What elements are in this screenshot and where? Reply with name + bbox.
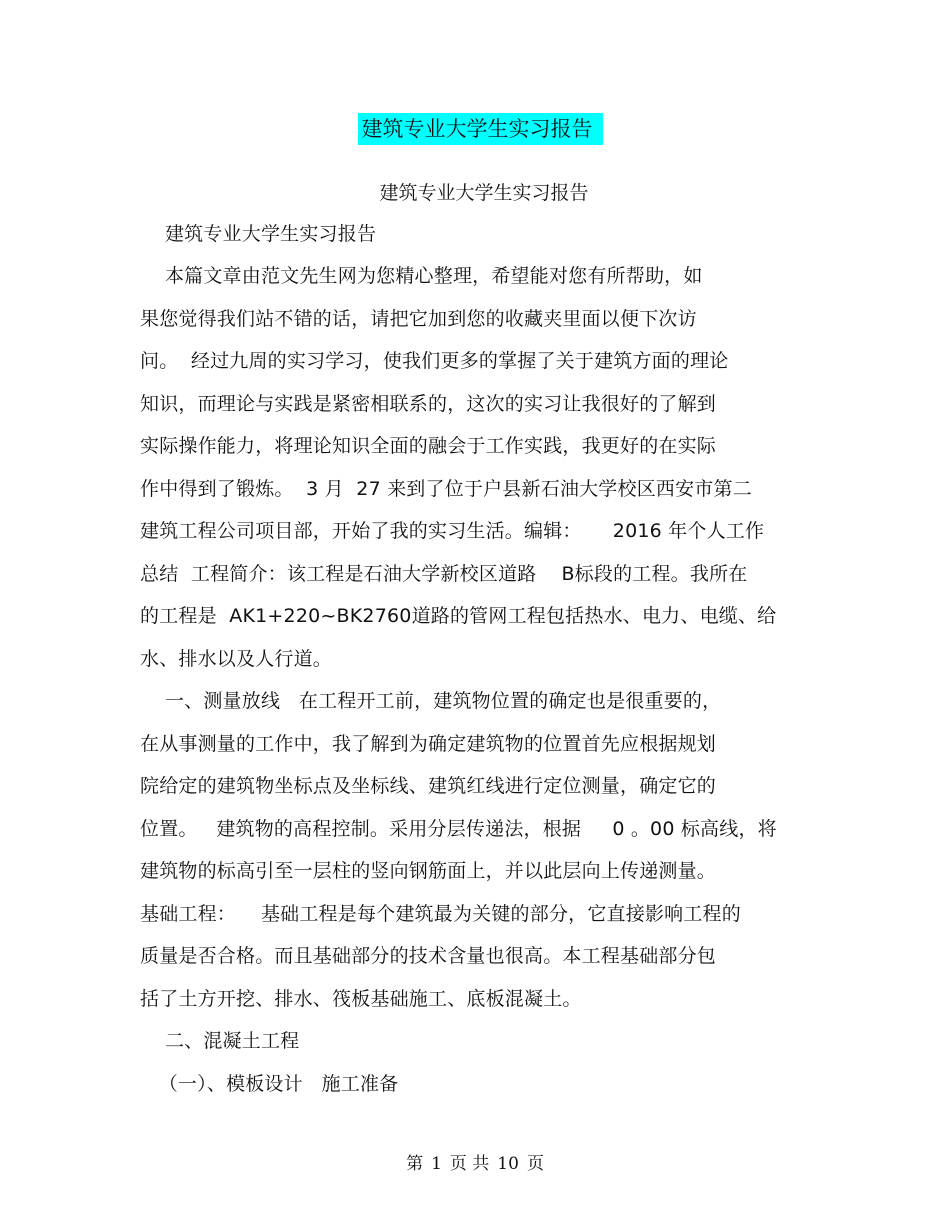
body-line: 的工程是 AK1+220~BK2760道路的管网工程包括热水、电力、电缆、给 [140, 605, 777, 627]
document-title: 建筑专业大学生实习报告 [358, 113, 603, 145]
body-line: 位置。 建筑物的高程控制。采用分层传递法，根据 0 。00 标高线，将 [140, 818, 777, 840]
body-line: 总结 工程简介：该工程是石油大学新校区道路 B标段的工程。我所在 [140, 563, 748, 585]
body-line: 水、排水以及人行道。 [140, 648, 333, 670]
body-line: 二、混凝土工程 [140, 1030, 300, 1052]
body-line: 一、测量放线 在工程开工前，建筑物位置的确定也是很重要的， [140, 690, 722, 712]
body-line: 实际操作能力，将理论知识全面的融会于工作实践，我更好的在实际 [140, 435, 717, 457]
body-line: 建筑工程公司项目部，开始了我的实习生活。编辑： 2016 年个人工作 [140, 520, 765, 542]
body-line: （一）、模板设计 施工准备 [140, 1073, 399, 1095]
title-container [0, 113, 950, 145]
footer-prefix: 第 [406, 1154, 424, 1174]
footer-page-number: 1 [431, 1154, 442, 1174]
body-line: 在从事测量的工作中，我了解到为确定建筑物的位置首先应根据规划 [140, 733, 717, 755]
body-line: 基础工程： 基础工程是每个建筑最为关键的部分，它直接影响工程的 [140, 903, 741, 925]
body-line: 院给定的建筑物坐标点及坐标线、建筑红线进行定位测量，确定它的 [140, 775, 717, 797]
body-line: 本篇文章由范文先生网为您精心整理，希望能对您有所帮助，如 [140, 265, 703, 287]
body-line: 问。 经过九周的实习学习，使我们更多的掌握了关于建筑方面的理论 [140, 350, 729, 372]
footer-mid: 页 共 [449, 1154, 490, 1174]
body-line: 建筑专业大学生实习报告 [140, 223, 377, 245]
body-line: 果您觉得我们站不错的话，请把它加到您的收藏夹里面以便下次访 [140, 308, 697, 330]
document-subtitle: 建筑专业大学生实习报告 [379, 182, 589, 204]
body-line: 作中得到了锻炼。 3 月 27 来到了位于户县新石油大学校区西安市第二 [140, 478, 752, 500]
body-line: 括了土方开挖、排水、筏板基础施工、底板混凝土。 [140, 988, 582, 1010]
footer-suffix: 页 [526, 1154, 544, 1174]
body-line: 质量是否合格。而且基础部分的技术含量也很高。本工程基础部分包 [140, 945, 717, 967]
body-line: 知识，而理论与实践是紧密相联系的，这次的实习让我很好的了解到 [140, 393, 717, 415]
footer-total-pages: 10 [497, 1154, 519, 1174]
body-line: 建筑物的标高引至一层柱的竖向钢筋面上，并以此层向上传递测量。 [140, 860, 717, 882]
page-footer [0, 1151, 950, 1177]
